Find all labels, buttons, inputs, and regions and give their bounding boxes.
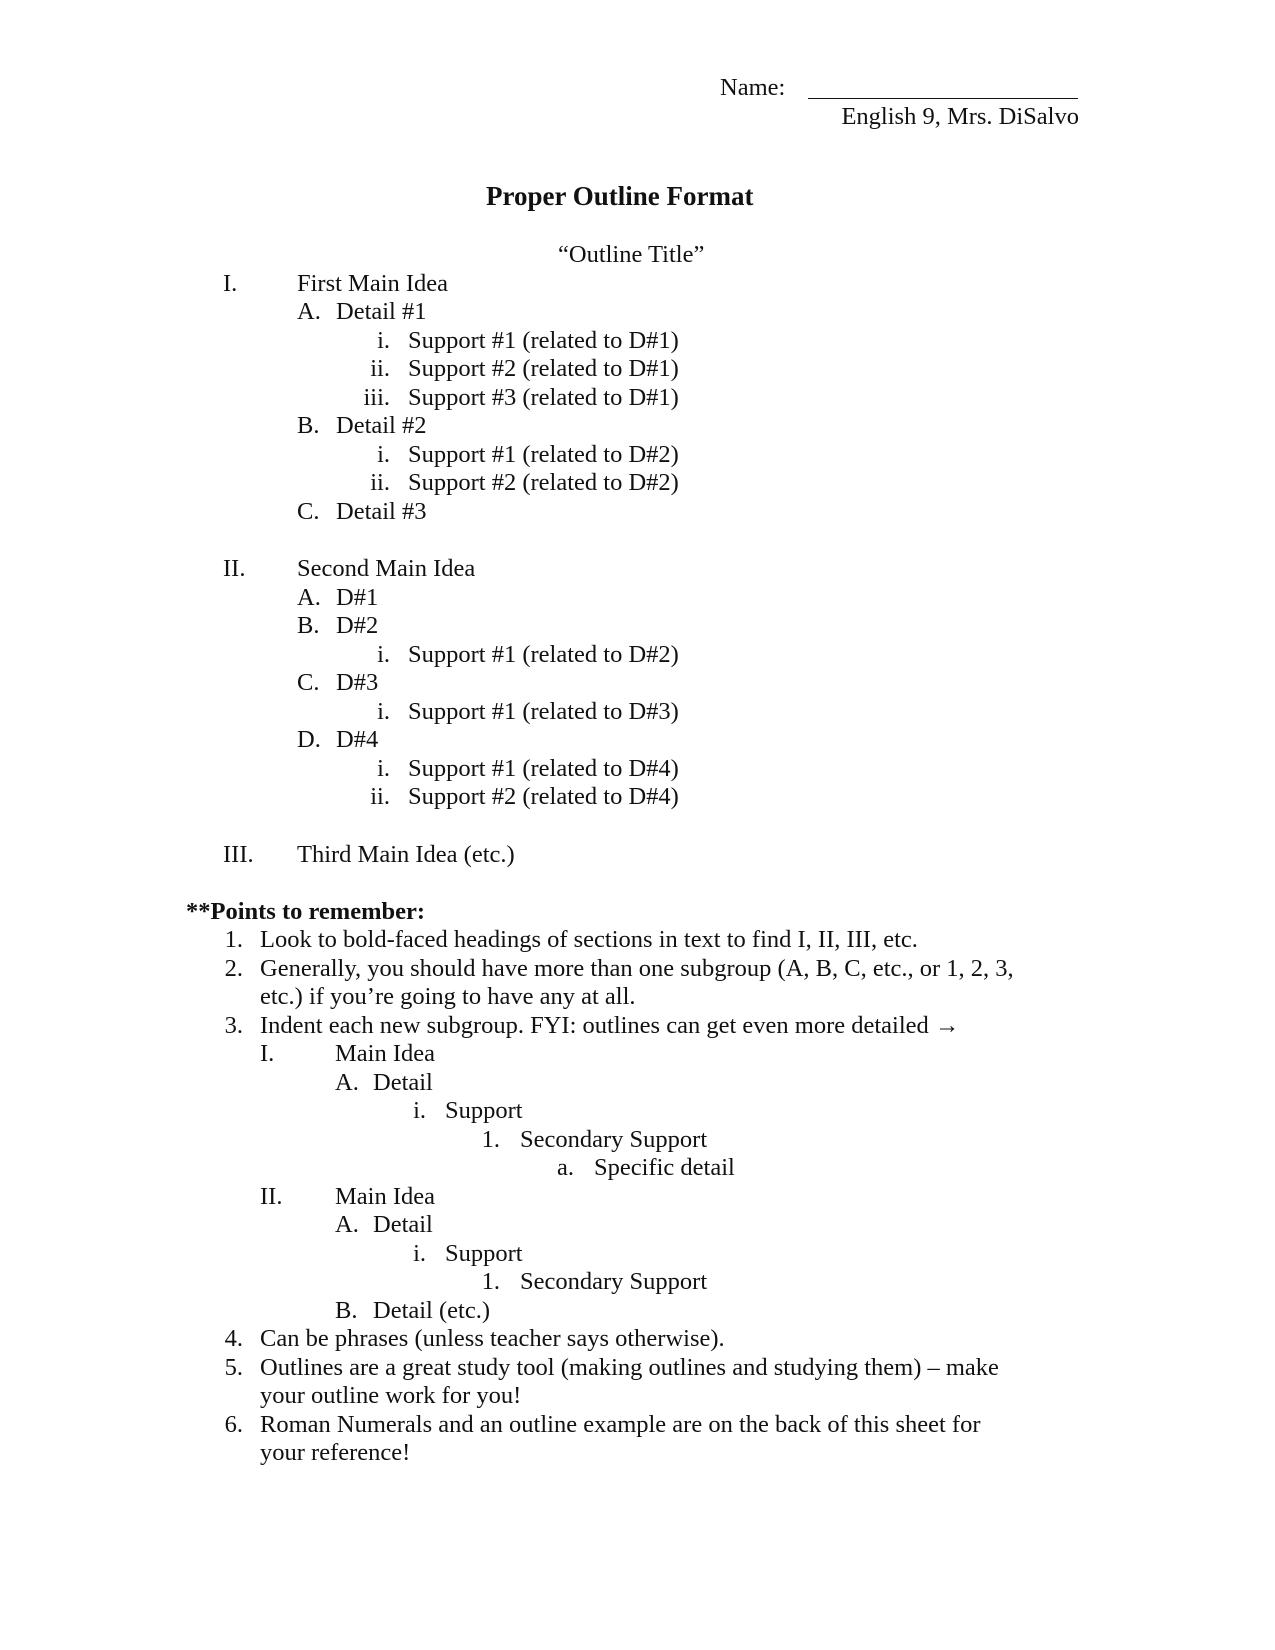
support-text: Support #1 (related to D#2) (408, 441, 679, 468)
point-text: your outline work for you! (260, 1382, 522, 1409)
point-text: Generally, you should have more than one subgroup (A, B, C, etc., or 1, 2, 3, (260, 955, 1014, 982)
support-numeral: i. (377, 441, 390, 468)
example-secondary-number: 1. (481, 1268, 500, 1295)
example-specific-detail: Specific detail (594, 1154, 735, 1181)
support-numeral: ii. (370, 783, 390, 810)
point-number: 5. (224, 1354, 243, 1381)
support-numeral: i. (377, 698, 390, 725)
support-numeral: ii. (370, 469, 390, 496)
example-secondary-support: Secondary Support (520, 1126, 708, 1153)
point-number: 4. (224, 1325, 243, 1352)
example-detail: Detail (373, 1211, 433, 1238)
points-heading: **Points to remember: (186, 898, 426, 925)
support-text: Support #1 (related to D#3) (408, 698, 679, 725)
detail-text: Detail #3 (336, 498, 427, 525)
example-support-numeral: i. (413, 1240, 426, 1267)
example-main-idea: Main Idea (335, 1183, 435, 1210)
detail-text: Detail #1 (336, 298, 427, 325)
main-idea: Third Main Idea (etc.) (297, 841, 515, 868)
point-text: Roman Numerals and an outline example are on the back of this sheet for (260, 1411, 981, 1438)
detail-text: D#2 (336, 612, 379, 639)
detail-letter: D. (297, 726, 321, 753)
detail-text: D#3 (336, 669, 379, 696)
example-support: Support (445, 1240, 523, 1267)
detail-text: D#4 (336, 726, 379, 753)
page-title: Proper Outline Format (486, 181, 754, 211)
detail-letter: B. (297, 412, 320, 439)
example-support: Support (445, 1097, 523, 1124)
support-numeral: i. (377, 755, 390, 782)
point-number: 3. (224, 1012, 243, 1039)
detail-letter: B. (297, 612, 320, 639)
roman-numeral: I. (223, 270, 238, 297)
example-detail-letter: A. (335, 1211, 359, 1238)
point-text: your reference! (260, 1439, 411, 1466)
example-detail: Detail (etc.) (373, 1297, 490, 1324)
detail-letter: A. (297, 298, 321, 325)
detail-letter: C. (297, 669, 320, 696)
support-numeral: iii. (363, 384, 390, 411)
support-text: Support #1 (related to D#1) (408, 327, 679, 354)
example-main-idea: Main Idea (335, 1040, 435, 1067)
detail-text: D#1 (336, 584, 379, 611)
example-support-numeral: i. (413, 1097, 426, 1124)
example-roman-numeral: I. (260, 1040, 275, 1067)
example-secondary-number: 1. (481, 1126, 500, 1153)
detail-text: Detail #2 (336, 412, 427, 439)
point-text: Outlines are a great study tool (making outlines and studying them) – make (260, 1354, 999, 1381)
roman-numeral: II. (223, 555, 246, 582)
main-idea: Second Main Idea (297, 555, 476, 582)
point-number: 1. (224, 926, 243, 953)
example-secondary-support: Secondary Support (520, 1268, 708, 1295)
detail-letter: A. (297, 584, 321, 611)
point-number: 6. (224, 1411, 243, 1438)
support-text: Support #2 (related to D#4) (408, 783, 679, 810)
support-numeral: i. (377, 327, 390, 354)
support-text: Support #1 (related to D#4) (408, 755, 679, 782)
support-text: Support #1 (related to D#2) (408, 641, 679, 668)
support-text: Support #2 (related to D#2) (408, 469, 679, 496)
example-specific-letter: a. (557, 1154, 574, 1181)
support-numeral: ii. (370, 355, 390, 382)
point-number: 2. (224, 955, 243, 982)
example-detail-letter: A. (335, 1069, 359, 1096)
course-label: English 9, Mrs. DiSalvo (841, 103, 1079, 130)
roman-numeral: III. (223, 841, 254, 868)
example-detail: Detail (373, 1069, 433, 1096)
support-text: Support #2 (related to D#1) (408, 355, 679, 382)
main-idea: First Main Idea (297, 270, 449, 297)
name-blank-line[interactable] (808, 98, 1078, 99)
detail-letter: C. (297, 498, 320, 525)
example-detail-letter: B. (335, 1297, 358, 1324)
example-roman-numeral: II. (260, 1183, 283, 1210)
outline-title: “Outline Title” (558, 241, 705, 268)
point-text: Indent each new subgroup. FYI: outlines can get even more detailed → (260, 1012, 960, 1039)
name-label: Name: (720, 74, 786, 101)
support-numeral: i. (377, 641, 390, 668)
support-text: Support #3 (related to D#1) (408, 384, 679, 411)
point-text: etc.) if you’re going to have any at all. (260, 983, 636, 1010)
point-text: Can be phrases (unless teacher says otherwise). (260, 1325, 725, 1352)
point-text: Look to bold-faced headings of sections in text to find I, II, III, etc. (260, 926, 918, 953)
